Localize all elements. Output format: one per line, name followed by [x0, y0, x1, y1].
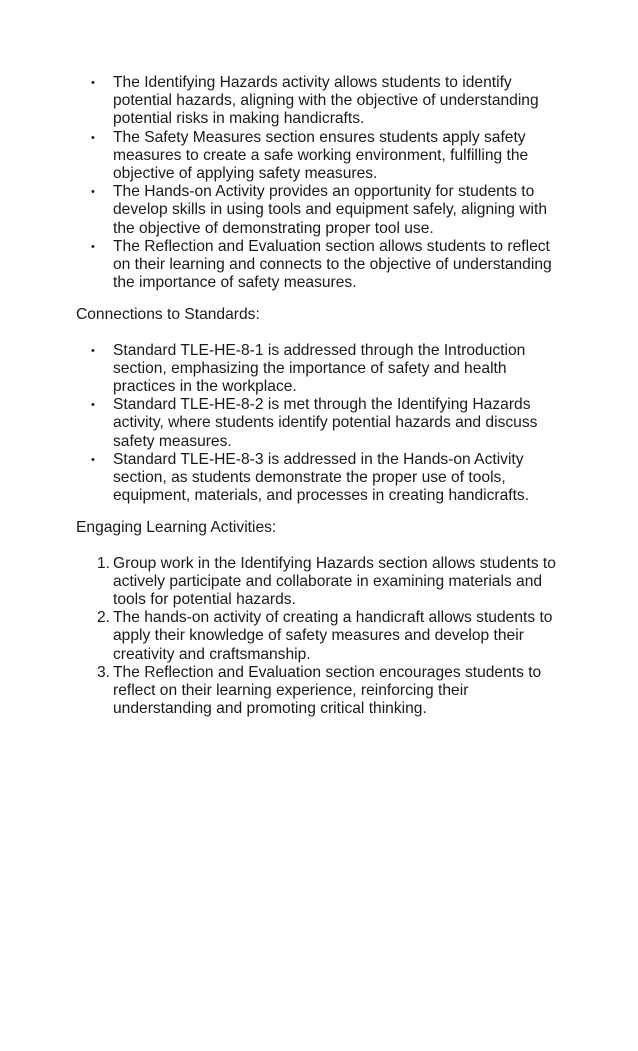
list-item-number: 3.	[96, 663, 110, 681]
objectives-bullet-list	[76, 74, 568, 292]
list-item	[91, 396, 568, 451]
activities-numbered-list	[76, 555, 568, 719]
list-item-number: 2.	[96, 609, 110, 627]
bullet-icon: •	[91, 399, 95, 412]
list-item-text: The Reflection and Evaluation section allows students to reflect on their learning and connects to the objective of understanding the importance of safety measures.	[113, 237, 552, 292]
list-item-number: 1.	[96, 554, 110, 572]
list-item-text: Standard TLE-HE-8-1 is addressed through the Introduction section, emphasizing the importance of safety and health practices in the workplace.	[113, 341, 526, 396]
list-item	[96, 554, 568, 610]
standards-bullet-list	[76, 342, 568, 506]
list-item-text: The hands-on activity of creating a handicraft allows students to apply their knowledge of safety measures and develop their creativity and craftsmanship.	[113, 609, 553, 663]
bullet-icon: •	[91, 344, 95, 357]
list-item-text: The Reflection and Evaluation section encourages students to reflect on their learning experience, reinforcing their understanding and promoting critical thinking.	[113, 663, 542, 718]
list-item	[91, 183, 568, 238]
list-item-text: Standard TLE-HE-8-2 is met through the Identifying Hazards activity, where students identify potential hazards and discuss safety measures.	[113, 396, 538, 450]
bullet-icon: •	[91, 453, 95, 466]
bullet-icon: •	[91, 240, 95, 253]
list-item	[91, 128, 568, 184]
list-item-text: The Identifying Hazards activity allows students to identify potential hazards, aligning with the objective of understanding potential risks in making handicrafts.	[113, 74, 539, 128]
list-item	[91, 450, 568, 506]
bullet-icon: •	[91, 77, 95, 89]
list-item-text: Group work in the Identifying Hazards section allows students to actively participate and collaborate in examining materials and tools for potential hazards.	[113, 554, 556, 609]
list-item	[96, 663, 568, 719]
bullet-icon: •	[91, 131, 95, 144]
standards-heading: Connections to Standards:	[76, 306, 260, 324]
list-item-text: Standard TLE-HE-8-3 is addressed in the Hands-on Activity section, as students demonstrate the proper use of tools, equipment, materials, and processes in creating handicrafts.	[113, 450, 530, 505]
list-item	[91, 237, 568, 293]
list-item	[91, 341, 568, 397]
activities-heading: Engaging Learning Activities:	[76, 519, 277, 537]
list-item-text: The Hands-on Activity provides an opportunity for students to develop skills in using tools and equipment safely, aligning with the objective of demonstrating proper tool use.	[113, 183, 547, 237]
list-item	[91, 74, 568, 129]
list-item-text: The Safety Measures section ensures students apply safety measures to create a safe working environment, fulfilling the objective of applying safety measures.	[113, 128, 529, 183]
bullet-icon: •	[91, 186, 95, 199]
list-item	[96, 609, 568, 664]
